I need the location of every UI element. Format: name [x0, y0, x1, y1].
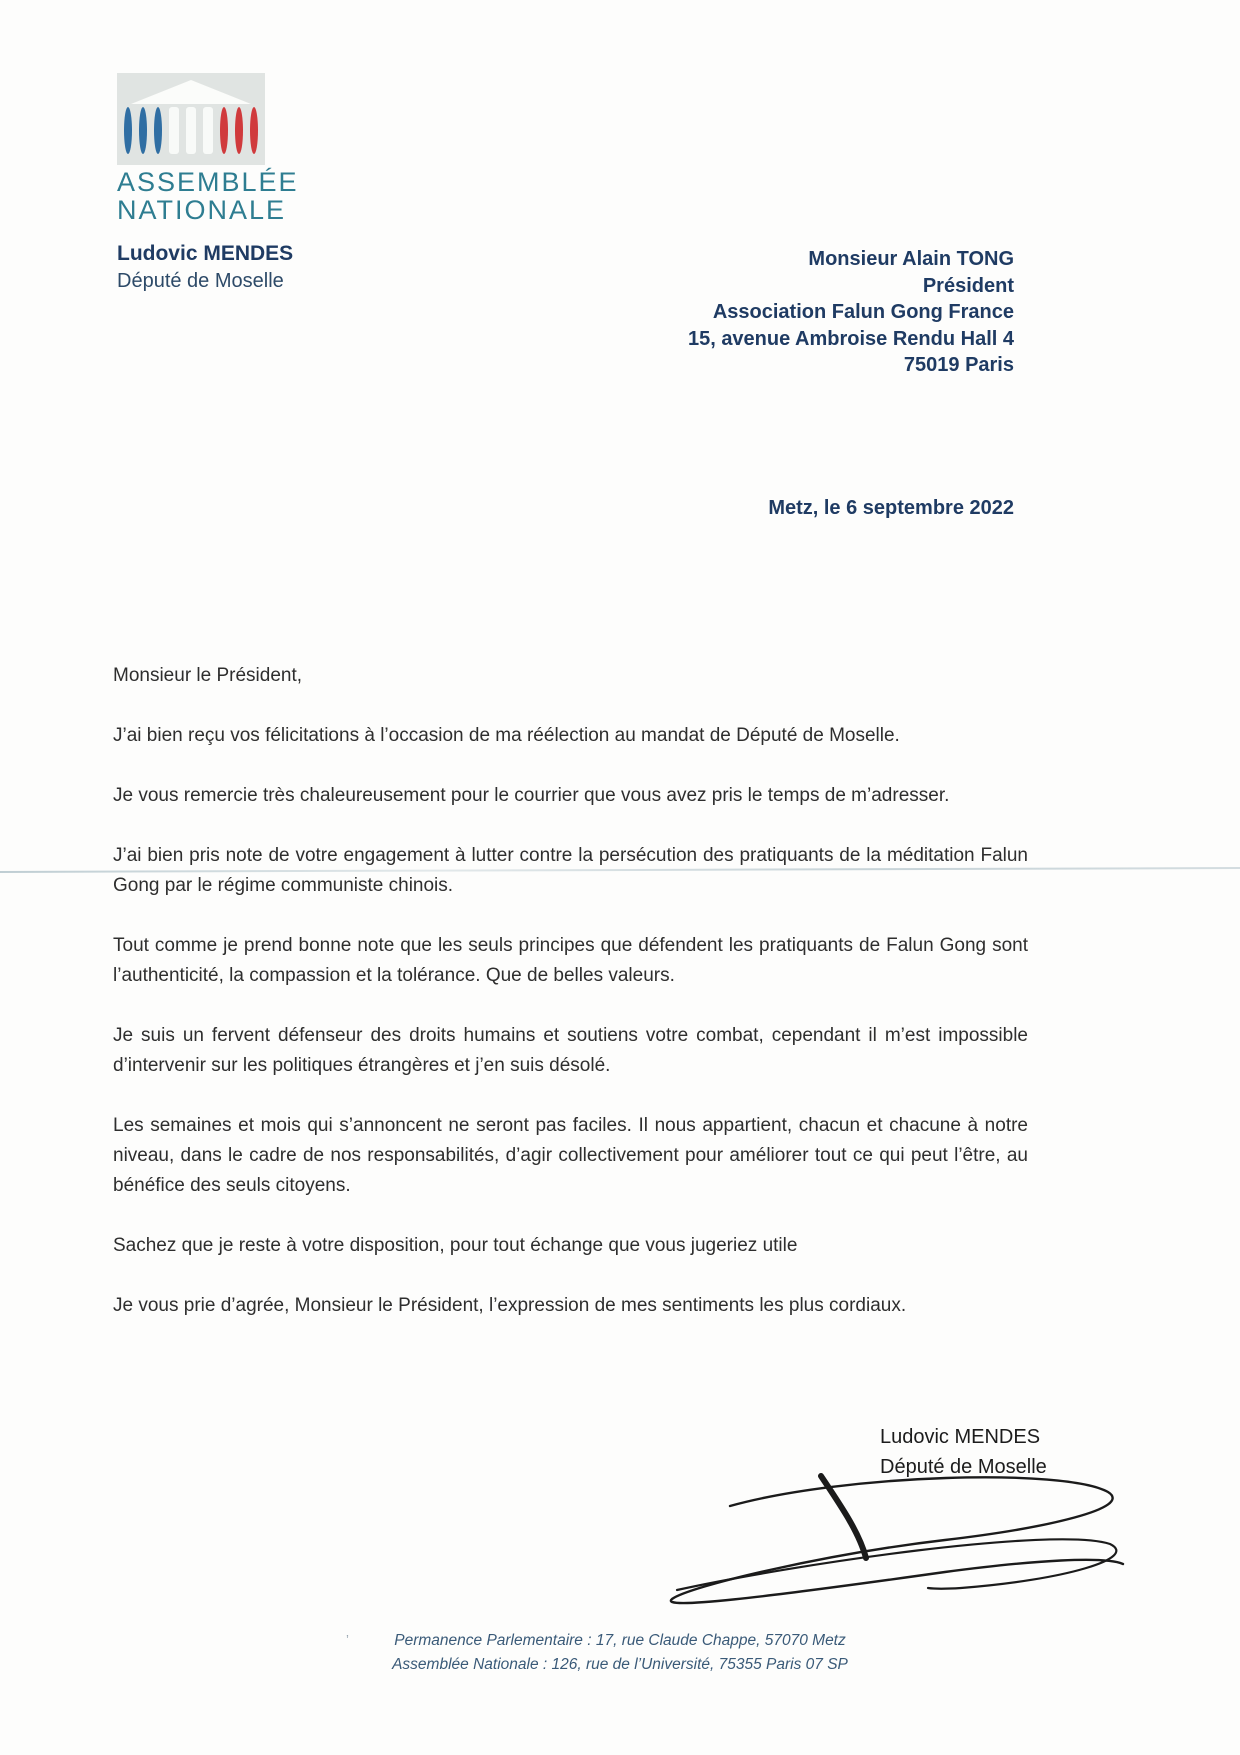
column-red-icon — [220, 107, 228, 154]
recipient-org: Association Falun Gong France — [712, 301, 1014, 323]
salutation: Monsieur le Président, — [113, 665, 303, 686]
column-white-icon — [169, 107, 179, 154]
column-blue-icon — [139, 107, 147, 154]
date-line: Metz, le 6 septembre 2022 — [768, 497, 1014, 519]
recipient-city: 75019 Paris — [903, 354, 1014, 376]
sender-title: Député de Moselle — [117, 270, 284, 292]
paragraph-6: Les semaines et mois qui s’annoncent ne seront pas faciles. Il nous appartient, chacun et chacune à notre niveau, dans le cadre de nos responsabilités, d’agir collectivement pour améliorer tout ce qui peut l’être, au bénéfice des seuls citoyens. — [113, 1115, 1028, 1196]
footer-assemblee-address: Assemblée Nationale : 126, rue de l’Université, 75355 Paris 07 SP — [392, 1656, 848, 1673]
signer-name: Ludovic MENDES — [880, 1426, 1041, 1448]
assemblee-nationale-logo — [117, 73, 265, 165]
paragraph-1: J’ai bien reçu vos félicitations à l’occasion de ma réélection au mandat de Député de Moselle. — [113, 725, 900, 746]
org-line-2: NATIONALE — [117, 195, 287, 225]
paragraph-4: Tout comme je prend bonne note que les seuls principes que défendent les pratiquants de Falun Gong sont l’authenticité, la compassion et la tolérance. Que de belles valeurs. — [113, 935, 1028, 986]
paragraph-2: Je vous remercie très chaleureusement pour le courrier que vous avez pris le temps de m’adresser. — [113, 785, 950, 806]
tricolor-columns-icon — [117, 107, 265, 157]
footer-addresses — [340, 1629, 900, 1677]
paragraph-8: Je vous prie d’agrée, Monsieur le Président, l’expression de mes sentiments les plus cordiaux. — [113, 1295, 907, 1316]
footer-permanence-address: Permanence Parlementaire : 17, rue Claude Chappe, 57070 Metz — [394, 1632, 846, 1649]
letter-body — [113, 661, 1028, 1351]
org-line-1: ASSEMBLÉE — [117, 167, 299, 197]
signer-title: Député de Moselle — [880, 1456, 1047, 1478]
recipient-street: 15, avenue Ambroise Rendu Hall 4 — [687, 327, 1014, 350]
recipient-name: Monsieur Alain TONG — [808, 248, 1014, 270]
recipient-address-block — [688, 246, 1014, 379]
scan-speckle: ’ — [346, 1632, 349, 1647]
column-red-icon — [235, 107, 243, 154]
column-white-icon — [186, 107, 196, 154]
sender-name: Ludovic MENDES — [117, 242, 294, 265]
pediment-icon — [131, 80, 251, 104]
recipient-title: Président — [922, 274, 1014, 297]
paragraph-7: Sachez que je reste à votre disposition, pour tout échange que vous jugeriez utile — [113, 1235, 798, 1256]
handwritten-signature — [645, 1468, 1145, 1638]
organization-name — [117, 168, 299, 224]
column-blue-icon — [124, 107, 132, 154]
column-white-icon — [203, 107, 213, 154]
paragraph-5: Je suis un fervent défenseur des droits humains et soutiens votre combat, cependant il m’est impossible d’intervenir sur les politiques étrangères et j’en suis désolé. — [113, 1025, 1028, 1076]
paragraph-3: J’ai bien pris note de votre engagement à lutter contre la persécution des pratiquants de la méditation Falun Gong par le régime communiste chinois. — [113, 845, 1028, 896]
column-blue-icon — [154, 107, 162, 154]
column-red-icon — [250, 107, 258, 154]
